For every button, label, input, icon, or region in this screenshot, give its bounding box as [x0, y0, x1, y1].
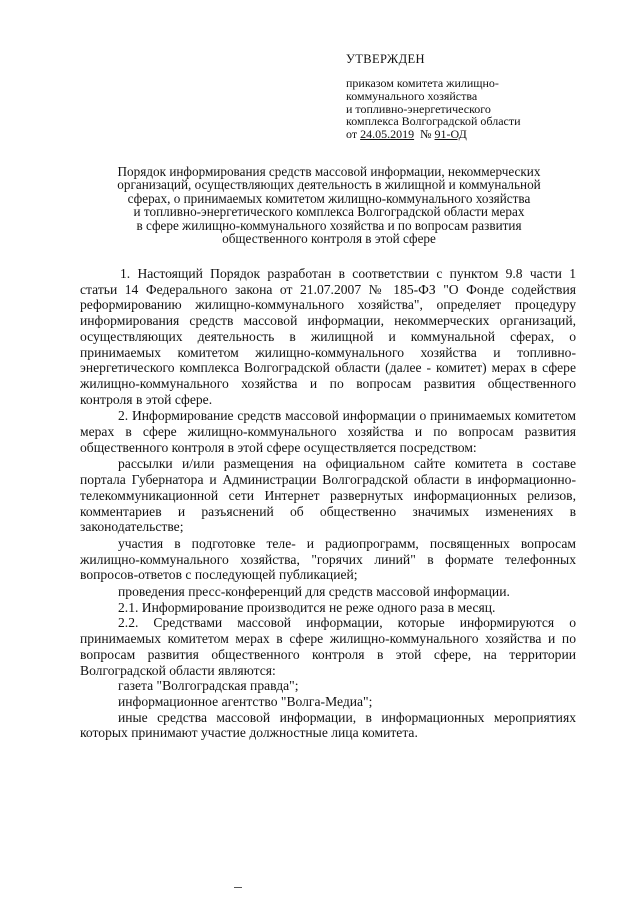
- heading-line: Порядок информирования средств массовой информации, некоммерческих: [117, 164, 541, 179]
- approval-line: приказом комитета жилищно-: [346, 76, 499, 90]
- approval-line: комплекса Волгоградской области: [346, 114, 521, 129]
- heading-line: общественного контроля в этой сфере: [222, 231, 436, 247]
- number-prefix: №: [420, 127, 432, 142]
- media-item-1: газета "Волгоградская правда";: [118, 678, 299, 694]
- paragraph-2: 2. Информирование средств массовой информации о принимаемых комитетом мерах в сфере жилищно-коммунального хозяйства и по вопросам развития общественного контроля в этой сфере осуществляется посредством:: [80, 408, 576, 455]
- heading-line: в сфере жилищно-коммунального хозяйства и по вопросам развития: [136, 217, 522, 233]
- media-item-3: иные средства массовой информации, в информационных мероприятиях которых принимают участие должностные лица комитета.: [80, 709, 576, 741]
- heading-line: организаций, осуществляющих деятельность в жилищной и коммунальной: [117, 177, 541, 193]
- heading-line: и топливно-энергетического комплекса Волгоградской области мерах: [133, 204, 525, 220]
- date-prefix: от: [346, 127, 358, 142]
- paragraph-2-2: 2.2. Средствами массовой информации, которые информируются о принимаемых комитетом мерах в сфере жилищно-коммунального хозяйства и по вопросам развития общественного контроля в этой сфере, на территории Волгоградской области являются:: [80, 615, 576, 678]
- paragraph-2-item-3: проведения пресс-конференций для средств массовой информации.: [118, 584, 510, 600]
- approval-number: 91-ОД: [434, 127, 467, 142]
- page-mark: [234, 887, 242, 888]
- paragraph-2-item-1: рассылки и/или размещения на официальном сайте комитета в составе портала Губернатора и Администрации Волгоградской области в информационно-телекоммуникационной сети Интернет развернутых информационных релизов, комментариев и разъяснений об общественно значимых изменениях в законодательстве;: [80, 456, 576, 535]
- paragraph-2-1: 2.1. Информирование производится не реже одного раза в месяц.: [118, 599, 496, 615]
- approval-stamp: [346, 52, 606, 141]
- heading-line: сферах, о принимаемых комитетом жилищно-коммунального хозяйства: [127, 190, 531, 206]
- approval-line: и топливно-энергетического: [346, 101, 491, 116]
- approval-date-line: [346, 128, 606, 141]
- media-item-2: информационное агентство "Волга-Медиа";: [118, 693, 373, 709]
- paragraph-2-item-2: участия в подготовке теле- и радиопрограмм, посвященных вопросам жилищно-коммунального хозяйства, "горячих линий" в формате телефонных вопросов-ответов с последующей публикацией;: [80, 535, 576, 583]
- approval-date: 24.05.2019: [360, 127, 415, 142]
- approval-line: коммунального хозяйства: [346, 88, 478, 103]
- document-heading: [76, 165, 582, 245]
- document-body: [80, 266, 576, 741]
- approval-title: УТВЕРЖДЕН: [346, 52, 425, 66]
- paragraph-1: 1. Настоящий Порядок разработан в соответствии с пунктом 9.8 части 1 статьи 14 Федерального закона от 21.07.2007 № 185-ФЗ "О Фонде содействия реформированию жилищно-коммунального хозяйства", определяет процедуру информирования средств массовой информации, некоммерческих организаций, осуществляющих деятельность в жилищной и коммунальной сферах, о принимаемых комитетом жилищно-коммунального хозяйства и топливно-энергетического комплекса Волгоградской области (далее - комитет) мерах в сфере жилищно-коммунального хозяйства и по вопросам развития общественного контроля в этой сфере.: [80, 266, 576, 407]
